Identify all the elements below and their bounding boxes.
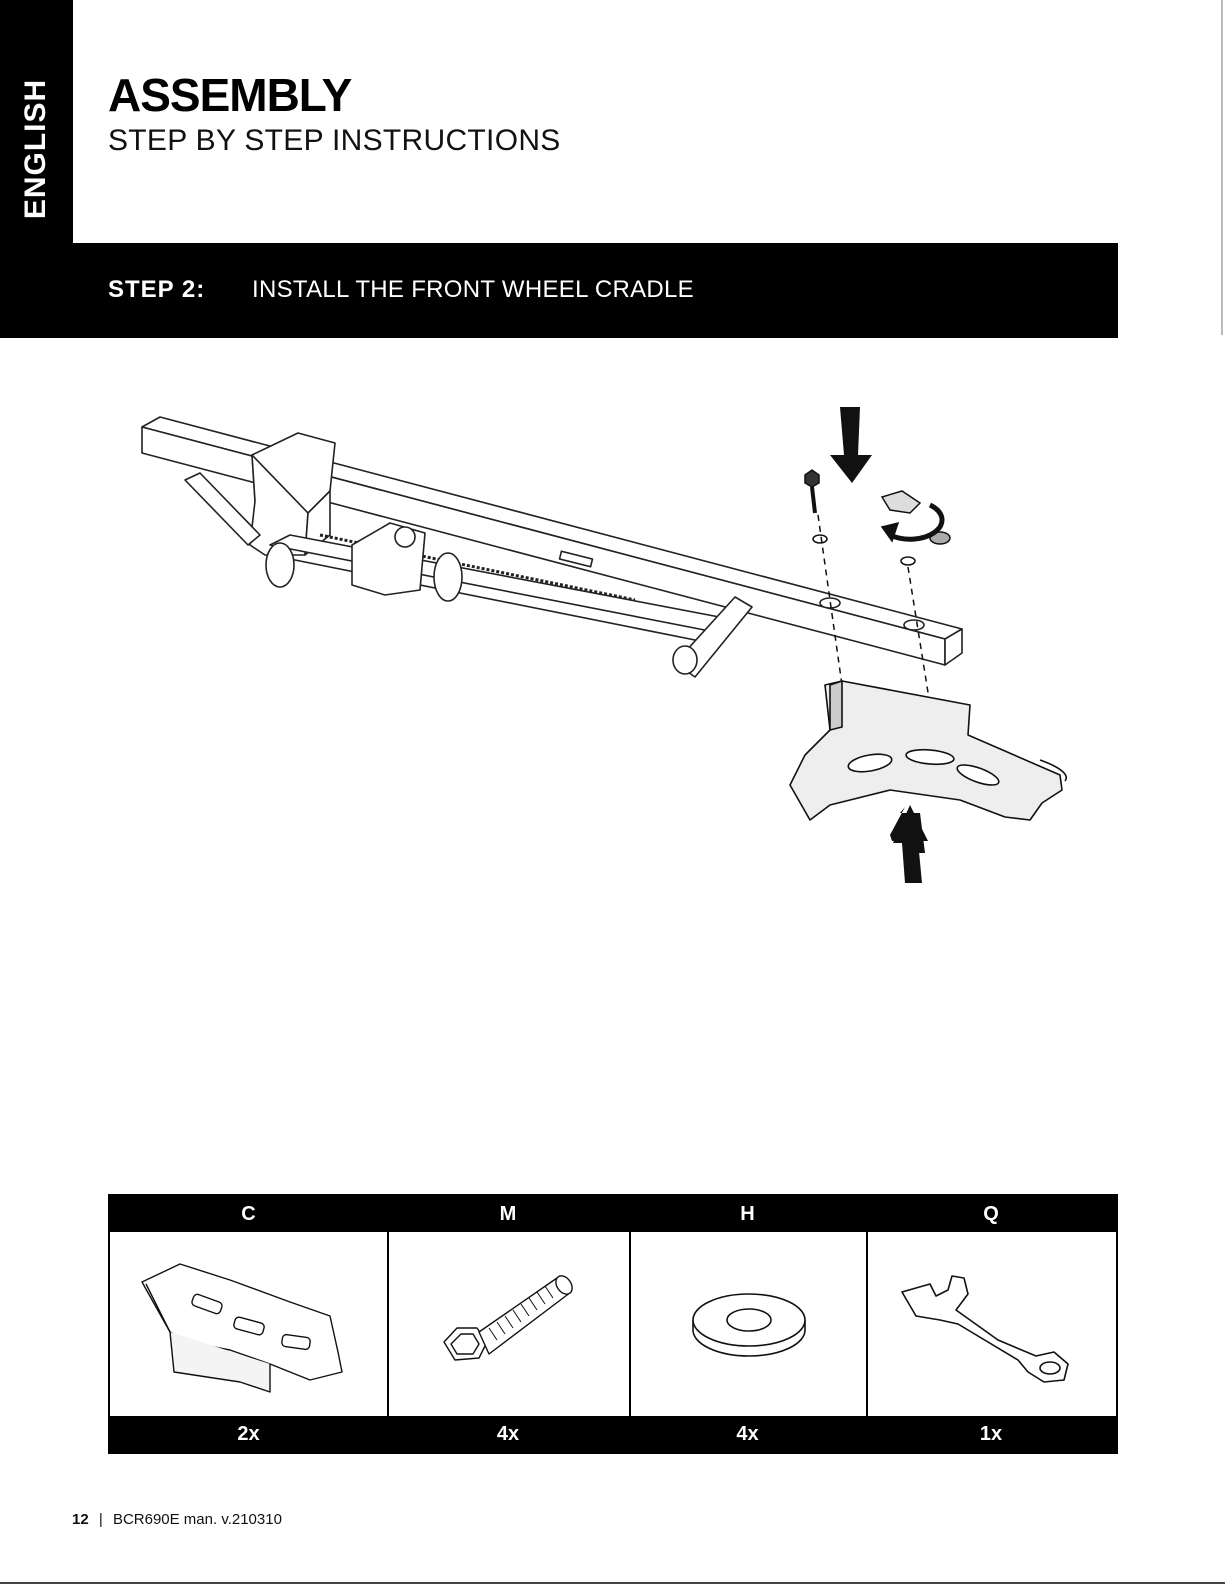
document-id: BCR690E man. v.210310 (112, 1511, 282, 1528)
part-cell-h (629, 1232, 866, 1418)
front-wheel-cradle-diagram (130, 395, 1100, 905)
part-quantity: 4x (736, 1423, 759, 1445)
bolt-icon (389, 1232, 631, 1418)
part-quantity: 2x (237, 1423, 260, 1445)
bottom-rule (0, 1582, 1225, 1584)
adjust-knob (434, 553, 462, 601)
page-footer (72, 1511, 282, 1528)
page-edge-rule (1221, 0, 1223, 335)
parts-table-footer (110, 1416, 1116, 1452)
bolt-hex-head (805, 470, 819, 487)
part-letter: H (740, 1203, 755, 1225)
page-title: ASSEMBLY (108, 69, 352, 121)
part-cell-q (866, 1232, 1116, 1418)
step-title: INSTALL THE FRONT WHEEL CRADLE (252, 276, 694, 303)
step-number: STEP 2: (108, 276, 206, 303)
page-number: 12 (72, 1511, 89, 1528)
language-tab-label: ENGLISH (19, 78, 52, 220)
parts-table (108, 1194, 1118, 1454)
wheel-cradle (790, 681, 1066, 820)
parts-table-header (110, 1196, 1116, 1232)
part-letter: C (241, 1203, 256, 1225)
arrow-down-icon (830, 407, 872, 483)
washer-2 (901, 557, 915, 565)
wheel-cradle-icon (110, 1232, 387, 1418)
part-quantity: 1x (979, 1423, 1003, 1445)
parts-images (110, 1232, 1116, 1418)
washer-icon (631, 1232, 868, 1418)
part-letter: M (499, 1203, 517, 1225)
part-cell-c (110, 1232, 387, 1418)
footer-separator: | (98, 1511, 103, 1528)
part-letter: Q (983, 1203, 999, 1225)
wrench-rotation (882, 491, 950, 544)
step-banner (0, 243, 1118, 338)
washer-1 (813, 535, 827, 543)
part-quantity: 4x (496, 1423, 520, 1445)
part-cell-m (387, 1232, 629, 1418)
page-subtitle: STEP BY STEP INSTRUCTIONS (108, 124, 561, 157)
wrench-icon (868, 1232, 1118, 1418)
